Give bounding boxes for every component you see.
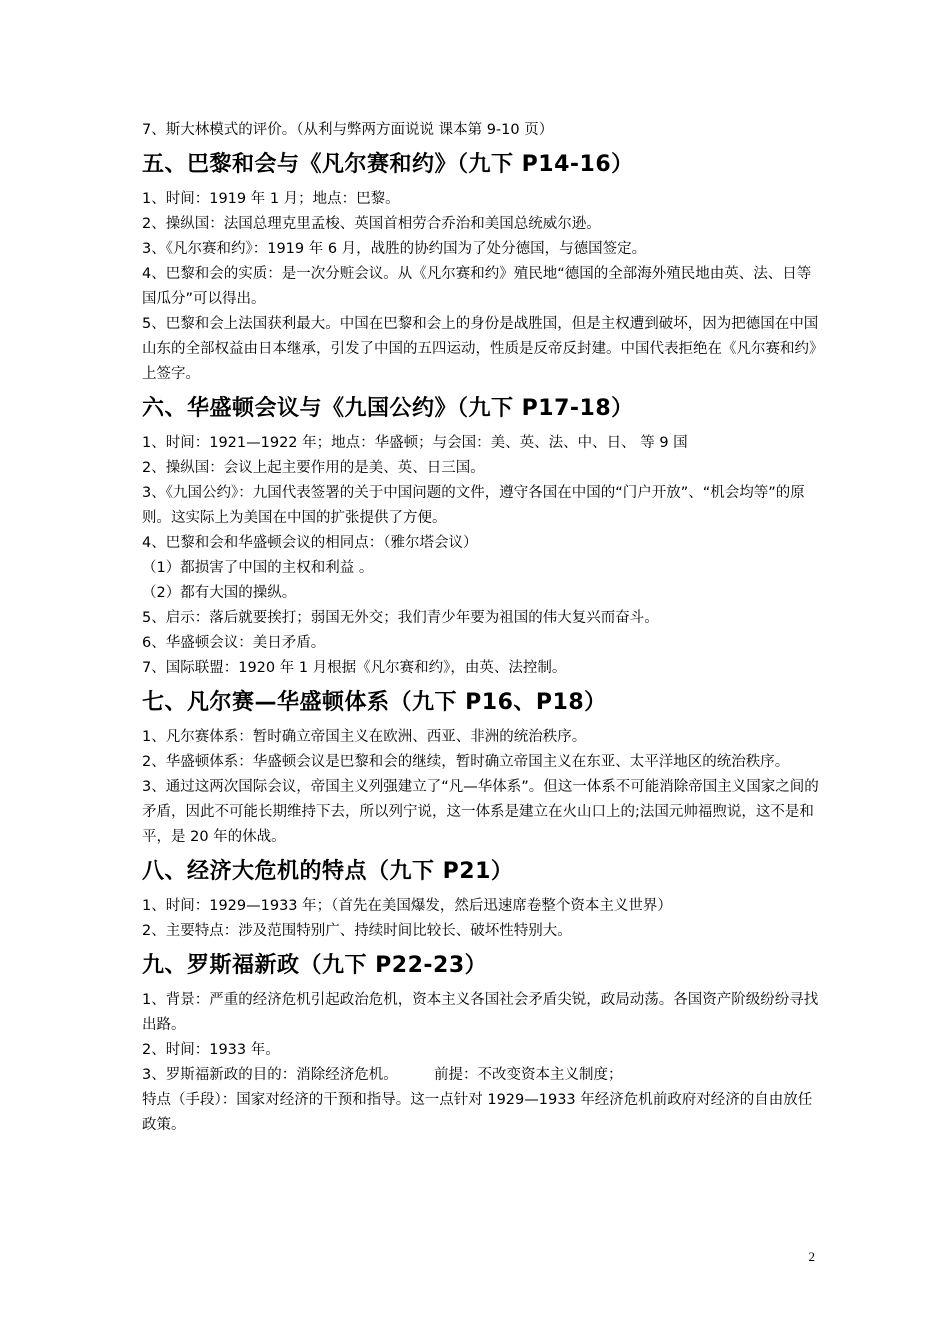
- section-line: 3、《凡尔赛和约》：1919 年 6 月，战胜的协约国为了处分德国，与德国签定。: [142, 241, 647, 257]
- section-line: 2、主要特点：涉及范围特别广、持续时间比较长、破坏性特别大。: [142, 923, 572, 939]
- section-line: （2）都有大国的操纵。: [142, 585, 297, 601]
- section-line: 2、操纵国：会议上起主要作用的是美、英、日三国。: [142, 460, 485, 476]
- section-versailles-washington-system: [142, 688, 822, 850]
- section-line: 5、巴黎和会上法国获利最大。中国在巴黎和会上的身份是战胜国，但是主权遭到破坏，因为把德国在中国山东的全部权益由日本继承，引发了中国的五四运动，性质是反帝反封建。中国代表拒绝在《凡尔赛和约》上签字。: [142, 316, 819, 382]
- section-paris-peace-conference: [142, 150, 822, 387]
- section-line: 3、罗斯福新政的目的：消除经济危机。 前提：不改变资本主义制度；: [142, 1067, 623, 1083]
- section-washington-conference: [142, 394, 822, 681]
- section-line: 4、巴黎和会的实质：是一次分赃会议。从《凡尔赛和约》殖民地“德国的全部海外殖民地由英、法、日等国瓜分”可以得出。: [142, 266, 812, 307]
- section-heading: 八、经济大危机的特点（九下 P21）: [142, 859, 514, 884]
- page-number: 2: [808, 1249, 815, 1264]
- section-line: 3、通过这两次国际会议，帝国主义列强建立了“凡—华体系”。但这一体系不可能消除帝国主义国家之间的矛盾，因此不可能长期维持下去，所以列宁说，这一体系是建立在火山口上的;法国元帅福煦说，这不是和平，是 20 年的休战。: [142, 779, 819, 845]
- section-heading: 五、巴黎和会与《凡尔赛和约》（九下 P14-16）: [142, 152, 634, 177]
- section-line: 5、启示：落后就要挨打；弱国无外交；我们青少年要为祖国的伟大复兴而奋斗。: [142, 610, 659, 626]
- section-line: 1、时间：1919 年 1 月；地点：巴黎。: [142, 191, 400, 207]
- section-line: 3、《九国公约》：九国代表签署的关于中国问题的文件，遵守各国在中国的“门户开放”、“机会均等”的原则。这实际上为美国在中国的扩张提供了方便。: [142, 485, 805, 526]
- section-heading: 七、凡尔赛—华盛顿体系（九下 P16、P18）: [142, 690, 607, 715]
- section-line: 2、华盛顿体系：华盛顿会议是巴黎和会的继续，暂时确立帝国主义在东亚、太平洋地区的统治秩序。: [142, 754, 790, 770]
- section-line: 6、华盛顿会议：美日矛盾。: [142, 635, 326, 651]
- section-line: 7、国际联盟：1920 年 1 月根据《凡尔赛和约》，由英、法控制。: [142, 660, 567, 676]
- section-line: 2、时间：1933 年。: [142, 1042, 280, 1058]
- section-line: 1、时间：1929—1933 年；（首先在美国爆发，然后迅速席卷整个资本主义世界）: [142, 898, 672, 914]
- section-heading: 六、华盛顿会议与《九国公约》（九下 P17-18）: [142, 396, 634, 421]
- section-line: 4、巴黎和会和华盛顿会议的相同点：（雅尔塔会议）: [142, 535, 478, 551]
- section-heading: 九、罗斯福新政（九下 P22-23）: [142, 953, 488, 978]
- section-great-depression: [142, 857, 822, 944]
- section-line: 1、凡尔赛体系：暂时确立帝国主义在欧洲、西亚、非洲的统治秩序。: [142, 729, 587, 745]
- page-content: [142, 118, 822, 1138]
- intro-line: 7、斯大林模式的评价。（从利与弊两方面说说 课本第 9-10 页）: [142, 122, 554, 138]
- section-line: 1、时间：1921—1922 年；地点：华盛顿；与会国：美、英、法、中、日、 等 9 国: [142, 435, 688, 451]
- section-line: 特点（手段）：国家对经济的干预和指导。这一点针对 1929—1933 年经济危机前政府对经济的自由放任政策。: [142, 1092, 813, 1133]
- section-new-deal: [142, 951, 822, 1138]
- section-line: 1、背景：严重的经济危机引起政治危机，资本主义各国社会矛盾尖锐，政局动荡。各国资产阶级纷纷寻找出路。: [142, 992, 819, 1033]
- section-line: 2、操纵国：法国总理克里孟梭、英国首相劳合乔治和美国总统威尔逊。: [142, 216, 601, 232]
- section-line: （1）都损害了中国的主权和利益 。: [142, 560, 374, 576]
